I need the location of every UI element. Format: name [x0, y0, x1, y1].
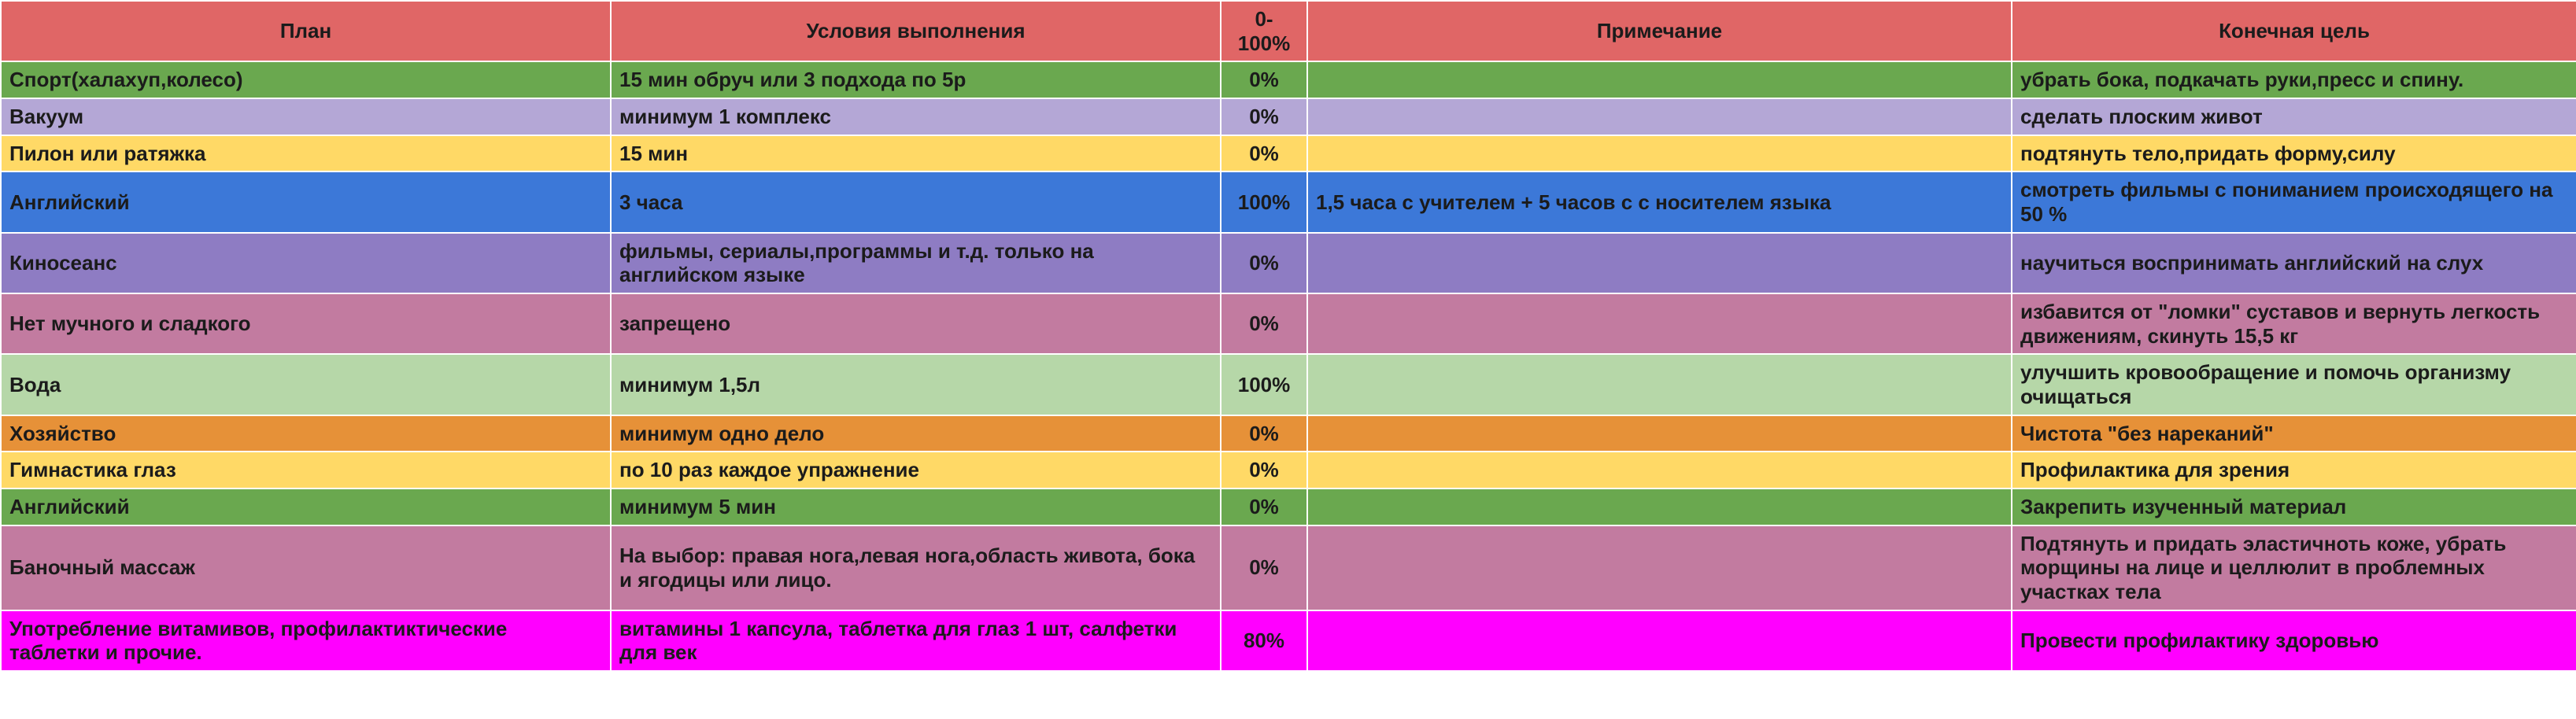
cell-goal[interactable]: убрать бока, подкачать руки,пресс и спину.	[2012, 61, 2576, 98]
table-row[interactable]	[1, 452, 2576, 489]
cell-goal[interactable]: Профилактика для зрения	[2012, 452, 2576, 489]
cell-condition[interactable]	[611, 671, 1221, 690]
cell-plan[interactable]: Хозяйство	[1, 415, 611, 452]
column-header-plan: План	[1, 1, 611, 61]
cell-plan[interactable]: Английский	[1, 171, 611, 232]
cell-note[interactable]	[1307, 671, 2012, 690]
cell-note[interactable]	[1307, 135, 2012, 172]
cell-plan[interactable]	[1, 671, 611, 690]
cell-plan[interactable]: Киносеанс	[1, 233, 611, 293]
cell-goal[interactable]: Подтянуть и придать эластичноть коже, убрать морщины на лице и целлюлит в проблемных участках тела	[2012, 525, 2576, 610]
cell-percent[interactable]: 0%	[1221, 452, 1307, 489]
table-body	[1, 61, 2576, 690]
cell-goal[interactable]: научиться воспринимать английский на слух	[2012, 233, 2576, 293]
cell-condition[interactable]: запрещено	[611, 293, 1221, 354]
cell-plan[interactable]: Нет мучного и сладкого	[1, 293, 611, 354]
cell-condition[interactable]: 3 часа	[611, 171, 1221, 232]
cell-note[interactable]	[1307, 489, 2012, 525]
cell-goal[interactable]: Чистота "без нареканий"	[2012, 415, 2576, 452]
cell-condition[interactable]: 15 мин	[611, 135, 1221, 172]
table-row[interactable]	[1, 415, 2576, 452]
cell-percent[interactable]: 0%	[1221, 415, 1307, 452]
cell-plan[interactable]: Спорт(халахуп,колесо)	[1, 61, 611, 98]
cell-plan[interactable]: Пилон или ратяжка	[1, 135, 611, 172]
cell-goal[interactable]: Закрепить изученный материал	[2012, 489, 2576, 525]
cell-note[interactable]	[1307, 233, 2012, 293]
cell-note[interactable]	[1307, 61, 2012, 98]
cell-percent[interactable]: 80%	[1221, 610, 1307, 671]
table-row[interactable]	[1, 61, 2576, 98]
cell-goal[interactable]	[2012, 671, 2576, 690]
cell-percent[interactable]	[1221, 671, 1307, 690]
column-header-conditions: Условия выполнения	[611, 1, 1221, 61]
cell-note[interactable]	[1307, 293, 2012, 354]
table-row[interactable]	[1, 671, 2576, 690]
cell-note[interactable]	[1307, 452, 2012, 489]
cell-goal[interactable]: Провести профилактику здоровью	[2012, 610, 2576, 671]
cell-condition[interactable]: минимум одно дело	[611, 415, 1221, 452]
cell-note[interactable]: 1,5 часа с учителем + 5 часов с с носителем языка	[1307, 171, 2012, 232]
cell-percent[interactable]: 100%	[1221, 171, 1307, 232]
cell-percent[interactable]: 0%	[1221, 61, 1307, 98]
cell-condition[interactable]: витамины 1 капсула, таблетка для глаз 1 шт, салфетки для век	[611, 610, 1221, 671]
cell-condition[interactable]: минимум 5 мин	[611, 489, 1221, 525]
cell-goal[interactable]: сделать плоским живот	[2012, 98, 2576, 135]
cell-plan[interactable]: Вакуум	[1, 98, 611, 135]
cell-condition[interactable]: 15 мин обруч или 3 подхода по 5р	[611, 61, 1221, 98]
table-header-row	[1, 1, 2576, 61]
cell-note[interactable]	[1307, 354, 2012, 415]
cell-condition[interactable]: минимум 1,5л	[611, 354, 1221, 415]
cell-goal[interactable]: подтянуть тело,придать форму,силу	[2012, 135, 2576, 172]
column-header-goal: Конечная цель	[2012, 1, 2576, 61]
table-row[interactable]	[1, 489, 2576, 525]
column-header-percent: 0-100%	[1221, 1, 1307, 61]
table-row[interactable]	[1, 233, 2576, 293]
cell-note[interactable]	[1307, 415, 2012, 452]
cell-note[interactable]	[1307, 610, 2012, 671]
table-row[interactable]	[1, 171, 2576, 232]
table-row[interactable]	[1, 293, 2576, 354]
cell-percent[interactable]: 0%	[1221, 233, 1307, 293]
cell-percent[interactable]: 0%	[1221, 135, 1307, 172]
cell-condition[interactable]: по 10 раз каждое упражнение	[611, 452, 1221, 489]
cell-percent[interactable]: 0%	[1221, 489, 1307, 525]
cell-condition[interactable]: минимум 1 комплекс	[611, 98, 1221, 135]
table-row[interactable]	[1, 525, 2576, 610]
table-row[interactable]	[1, 135, 2576, 172]
cell-note[interactable]	[1307, 98, 2012, 135]
cell-percent[interactable]: 0%	[1221, 525, 1307, 610]
cell-condition[interactable]: фильмы, сериалы,программы и т.д. только на английском языке	[611, 233, 1221, 293]
cell-goal[interactable]: избавится от "ломки" суставов и вернуть легкость движениям, скинуть 15,5 кг	[2012, 293, 2576, 354]
cell-percent[interactable]: 100%	[1221, 354, 1307, 415]
cell-plan[interactable]: Английский	[1, 489, 611, 525]
table-row[interactable]	[1, 98, 2576, 135]
cell-condition[interactable]: На выбор: правая нога,левая нога,область живота, бока и ягодицы или лицо.	[611, 525, 1221, 610]
table-row[interactable]	[1, 610, 2576, 671]
table-header	[1, 1, 2576, 61]
cell-plan[interactable]: Баночный массаж	[1, 525, 611, 610]
cell-plan[interactable]: Гимнастика глаз	[1, 452, 611, 489]
column-header-note: Примечание	[1307, 1, 2012, 61]
cell-note[interactable]	[1307, 525, 2012, 610]
cell-goal[interactable]: улучшить кровообращение и помочь организму очищаться	[2012, 354, 2576, 415]
table-row[interactable]	[1, 354, 2576, 415]
cell-plan[interactable]: Употребление витамивов, профилактиктические таблетки и прочие.	[1, 610, 611, 671]
cell-goal[interactable]: смотреть фильмы с пониманием происходящего на 50 %	[2012, 171, 2576, 232]
cell-percent[interactable]: 0%	[1221, 98, 1307, 135]
cell-percent[interactable]: 0%	[1221, 293, 1307, 354]
cell-plan[interactable]: Вода	[1, 354, 611, 415]
